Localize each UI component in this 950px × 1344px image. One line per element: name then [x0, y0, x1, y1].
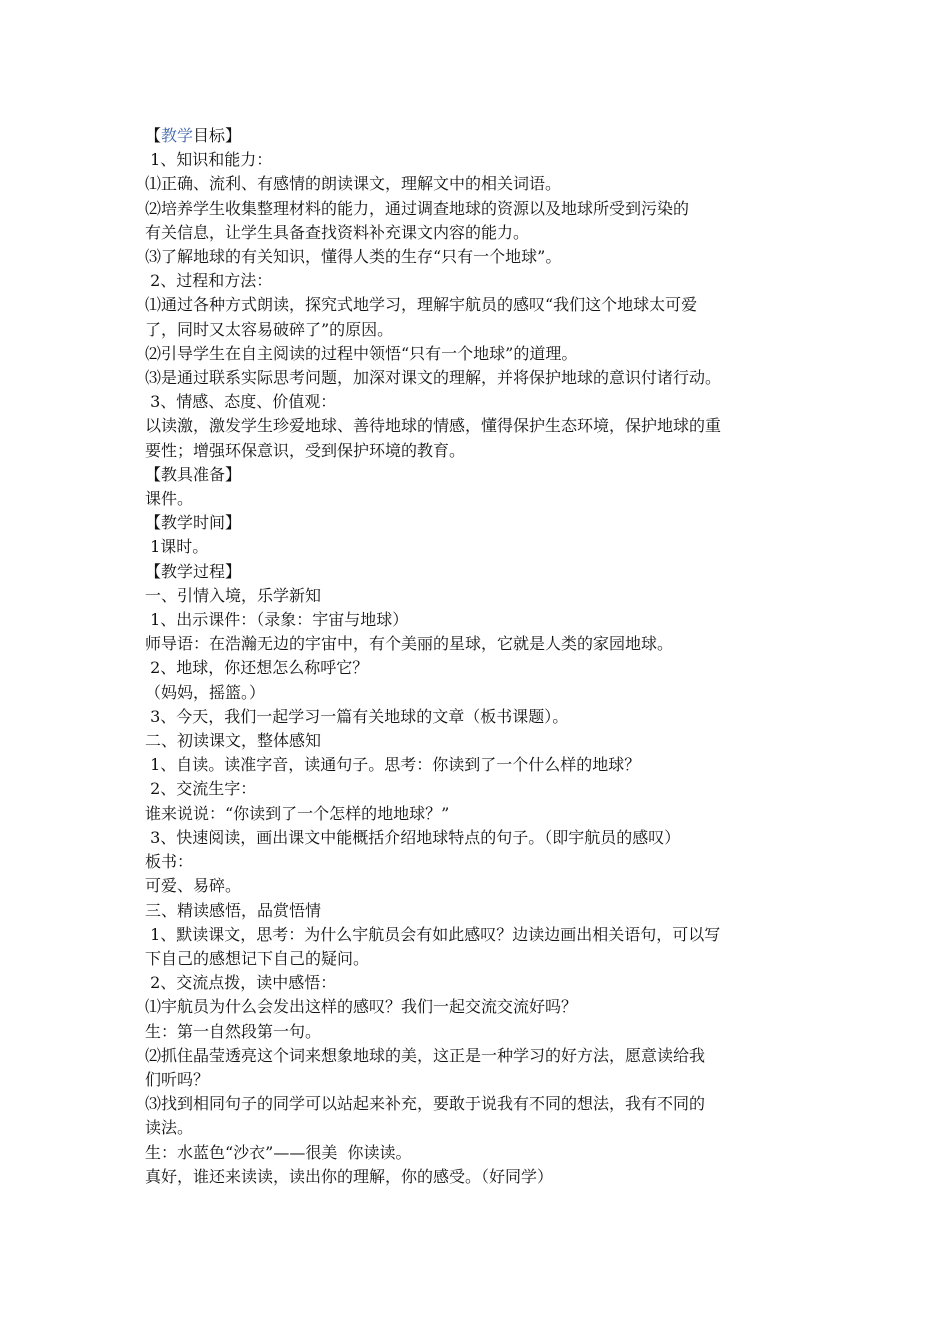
- text-line: 二、初读课文，整体感知: [145, 731, 322, 751]
- text-line: ⑵抓住晶莹透亮这个词来想象地球的美，这正是一种学习的好方法，愿意读给我: [145, 1045, 706, 1065]
- text-line: 1、自读。读准字音，读通句子。思考：你读到了一个什么样的地球？: [145, 755, 641, 775]
- text-line: 2、交流点拨，读中感悟：: [145, 973, 337, 993]
- text-line: 1、知识和能力：: [145, 150, 273, 170]
- text-line: ⑴正确、流利、有感情的朗读课文，理解文中的相关词语。: [145, 174, 562, 194]
- text-line: 三、精读感悟，品赏悟情: [145, 900, 322, 920]
- text-line: ⑶了解地球的有关知识，懂得人类的生存“只有一个地球”。: [145, 247, 562, 267]
- text-line: 3、情感、态度、价值观：: [145, 392, 337, 412]
- text-line: ⑶是通过联系实际思考问题，加深对课文的理解，并将保护地球的意识付诸行动。: [145, 368, 722, 388]
- text-line: 读法。: [145, 1118, 194, 1138]
- text-line: 以读激，激发学生珍爱地球、善待地球的情感，懂得保护生态环境，保护地球的重: [145, 416, 722, 436]
- text-line: 下自己的感想记下自己的疑问。: [145, 948, 370, 968]
- heading-rest: 目标】: [193, 126, 242, 145]
- document-body: [145, 124, 825, 1189]
- text-line: 2、交流生字：: [145, 779, 257, 799]
- heading-link[interactable]: 教学: [161, 126, 194, 145]
- text-line: 2、地球，你还想怎么称呼它？: [145, 658, 369, 678]
- text-line: 师导语：在浩瀚无边的宇宙中，有个美丽的星球，它就是人类的家园地球。: [145, 634, 674, 654]
- text-line: 生：第一自然段第一句。: [145, 1021, 322, 1041]
- text-line: ⑴宇航员为什么会发出这样的感叹？我们一起交流交流好吗？: [145, 997, 578, 1017]
- text-line: ⑵培养学生收集整理材料的能力，通过调查地球的资源以及地球所受到污染的: [145, 198, 690, 218]
- text-line: 【教学时间】: [145, 513, 242, 533]
- text-lines: [145, 148, 825, 1189]
- text-line: 板书：: [145, 852, 194, 872]
- section-heading-teaching-goals: [145, 124, 825, 148]
- text-line: ⑴通过各种方式朗读，探究式地学习，理解宇航员的感叹“我们这个地球太可爱: [145, 295, 698, 315]
- text-line: 课件。: [145, 489, 194, 509]
- text-line: 【教学过程】: [145, 561, 242, 581]
- text-line: 2、过程和方法：: [145, 271, 273, 291]
- text-line: ⑵引导学生在自主阅读的过程中领悟“只有一个地球”的道理。: [145, 343, 578, 363]
- text-line: 们听吗？: [145, 1069, 210, 1089]
- text-line: ⑶找到相同句子的同学可以站起来补充，要敢于说我有不同的想法，我有不同的: [145, 1094, 706, 1114]
- text-line: 3、今天，我们一起学习一篇有关地球的文章（板书课题）。: [145, 706, 569, 726]
- text-line: 一、引情入境，乐学新知: [145, 585, 322, 605]
- text-line: 要性；增强环保意识，受到保护环境的教育。: [145, 440, 466, 460]
- text-line: 1、出示课件：（录象：宇宙与地球）: [145, 610, 409, 630]
- text-line: 3、快速阅读，画出课文中能概括介绍地球特点的句子。（即宇航员的感叹）: [145, 827, 681, 847]
- text-line: 1课时。: [145, 537, 209, 557]
- text-line: 【教具准备】: [145, 464, 242, 484]
- text-line: 了，同时又太容易破碎了”的原因。: [145, 319, 394, 339]
- text-line: 真好，谁还来读读，读出你的理解，你的感受。（好同学）: [145, 1166, 554, 1186]
- text-line: 有关信息，让学生具备查找资料补充课文内容的能力。: [145, 222, 530, 242]
- text-line: （妈妈，摇篮。）: [145, 682, 266, 702]
- text-line: 可爱、易碎。: [145, 876, 242, 896]
- text-line: 生：水蓝色“沙衣”——很美 你读读。: [145, 1142, 412, 1162]
- bracket-open: 【: [145, 126, 162, 145]
- text-line: 1、默读课文，思考：为什么宇航员会有如此感叹？边读边画出相关语句，可以写: [145, 924, 721, 944]
- text-line: 谁来说说：“你读到了一个怎样的地地球？”: [145, 803, 450, 823]
